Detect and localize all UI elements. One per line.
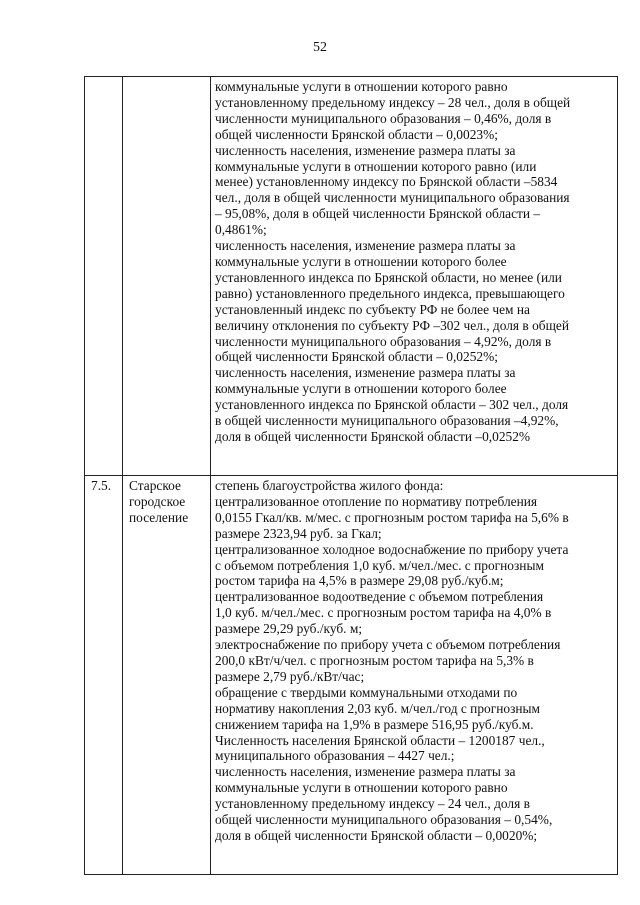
text-line: централизованное отопление по нормативу потребления — [215, 493, 538, 509]
text-line: коммунальные услуги в отношении которого более — [215, 381, 507, 397]
text-line: электроснабжение по прибору учета с объемом потребления — [215, 637, 561, 653]
description-cell — [211, 77, 618, 476]
text-line: 200,0 кВт/ч/чел. с прогнозным ростом тарифа на 5,3% в — [215, 652, 534, 668]
text-line: численность населения, изменение размера платы за — [215, 365, 516, 381]
description-text — [211, 77, 617, 446]
text-line: – 95,08%, доля в общей численности Брянской области – — [215, 206, 541, 222]
text-line: централизованное холодное водоснабжение по прибору учета — [215, 541, 569, 557]
text-line: общей численности муниципального образования – 0,54%, — [215, 812, 553, 828]
text-line: ростом тарифа на 4,5% в размере 29,08 руб./куб.м; — [215, 573, 504, 589]
text-line: централизованное водоотведение с объемом потребления — [215, 589, 544, 605]
description-text — [211, 476, 617, 845]
municipality-name-line: поселение — [129, 509, 189, 525]
text-line: общей численности Брянской области – 0,0023%; — [215, 126, 498, 142]
description-cell — [211, 476, 618, 875]
table-row — [85, 476, 618, 875]
text-line: чел., доля в общей численности муниципального образования — [215, 190, 570, 206]
row-number-cell — [85, 476, 123, 875]
data-table — [84, 76, 618, 875]
municipality-name — [123, 476, 210, 526]
text-line: численности муниципального образования – 4,92%, доля в — [215, 333, 552, 349]
municipality-name-line: Старское — [129, 478, 181, 493]
text-line: снижением тарифа на 1,9% в размере 516,95 руб./куб.м. — [215, 716, 534, 732]
row-number-cell — [85, 77, 123, 476]
text-line: коммунальные услуги в отношении которого равно (или — [215, 158, 537, 174]
text-line: доля в общей численности Брянской области –0,0252% — [215, 428, 531, 444]
text-line: установленному предельному индексу – 28 чел., доля в общей — [215, 94, 571, 110]
text-line: установленному предельному индексу – 24 чел., доля в — [215, 796, 530, 812]
text-line: численность населения, изменение размера платы за — [215, 142, 516, 158]
text-line: менее) установленному индексу по Брянской области –5834 — [215, 174, 558, 190]
text-line: Численность населения Брянской области – 1200187 чел., — [215, 732, 545, 748]
text-line: 0,0155 Гкал/кв. м/мес. с прогнозным ростом тарифа на 5,6% в — [215, 509, 569, 525]
text-line: общей численности Брянской области – 0,0252%; — [215, 349, 498, 365]
text-line: размере 2,79 руб./кВт/час; — [215, 668, 365, 684]
text-line: установленного индекса по Брянской области, но менее (или — [215, 269, 562, 285]
page-number: 52 — [313, 40, 327, 55]
text-line: коммунальные услуги в отношении которого равно — [215, 79, 508, 94]
text-line: доля в общей численности Брянской области – 0,0020%; — [215, 827, 538, 843]
text-line: степень благоустройства жилого фонда: — [215, 478, 444, 493]
text-line: в общей численности муниципального образования –4,92%, — [215, 413, 559, 429]
text-line: коммунальные услуги в отношении которого равно — [215, 780, 508, 796]
text-line: нормативу накопления 2,03 куб. м/чел./год с прогнозным — [215, 700, 541, 716]
municipality-name-line: городское — [129, 493, 186, 509]
text-line: численность населения, изменение размера платы за — [215, 764, 516, 780]
municipality-name — [123, 77, 210, 79]
text-line: размере 2323,94 руб. за Гкал; — [215, 525, 382, 541]
text-line: величину отклонения по субъекту РФ –302 чел., доля в общей — [215, 317, 570, 333]
row-number: 7.5. — [91, 478, 112, 493]
municipality-cell — [123, 476, 211, 875]
text-line: численности муниципального образования – 0,46%, доля в — [215, 110, 552, 126]
text-line: численность населения, изменение размера платы за — [215, 238, 516, 254]
text-line: равно) установленного предельного индекса, превышающего — [215, 285, 565, 301]
text-line: размере 29,29 руб./куб. м; — [215, 621, 363, 637]
table-row — [85, 77, 618, 476]
text-line: с объемом потребления 1,0 куб. м/чел./мес. с прогнозным — [215, 557, 544, 573]
municipality-cell — [123, 77, 211, 476]
text-line: установленный индекс по субъекту РФ не более чем на — [215, 301, 530, 317]
text-line: муниципального образования – 4427 чел.; — [215, 748, 455, 764]
text-line: установленного индекса по Брянской области – 302 чел., доля — [215, 397, 569, 413]
text-line: обращение с твердыми коммунальными отходами по — [215, 684, 518, 700]
text-line: 1,0 куб. м/чел./мес. с прогнозным ростом тарифа на 4,0% в — [215, 605, 552, 621]
text-line: 0,4861%; — [215, 222, 267, 238]
text-line: коммунальные услуги в отношении которого более — [215, 253, 507, 269]
row-number — [85, 77, 122, 79]
